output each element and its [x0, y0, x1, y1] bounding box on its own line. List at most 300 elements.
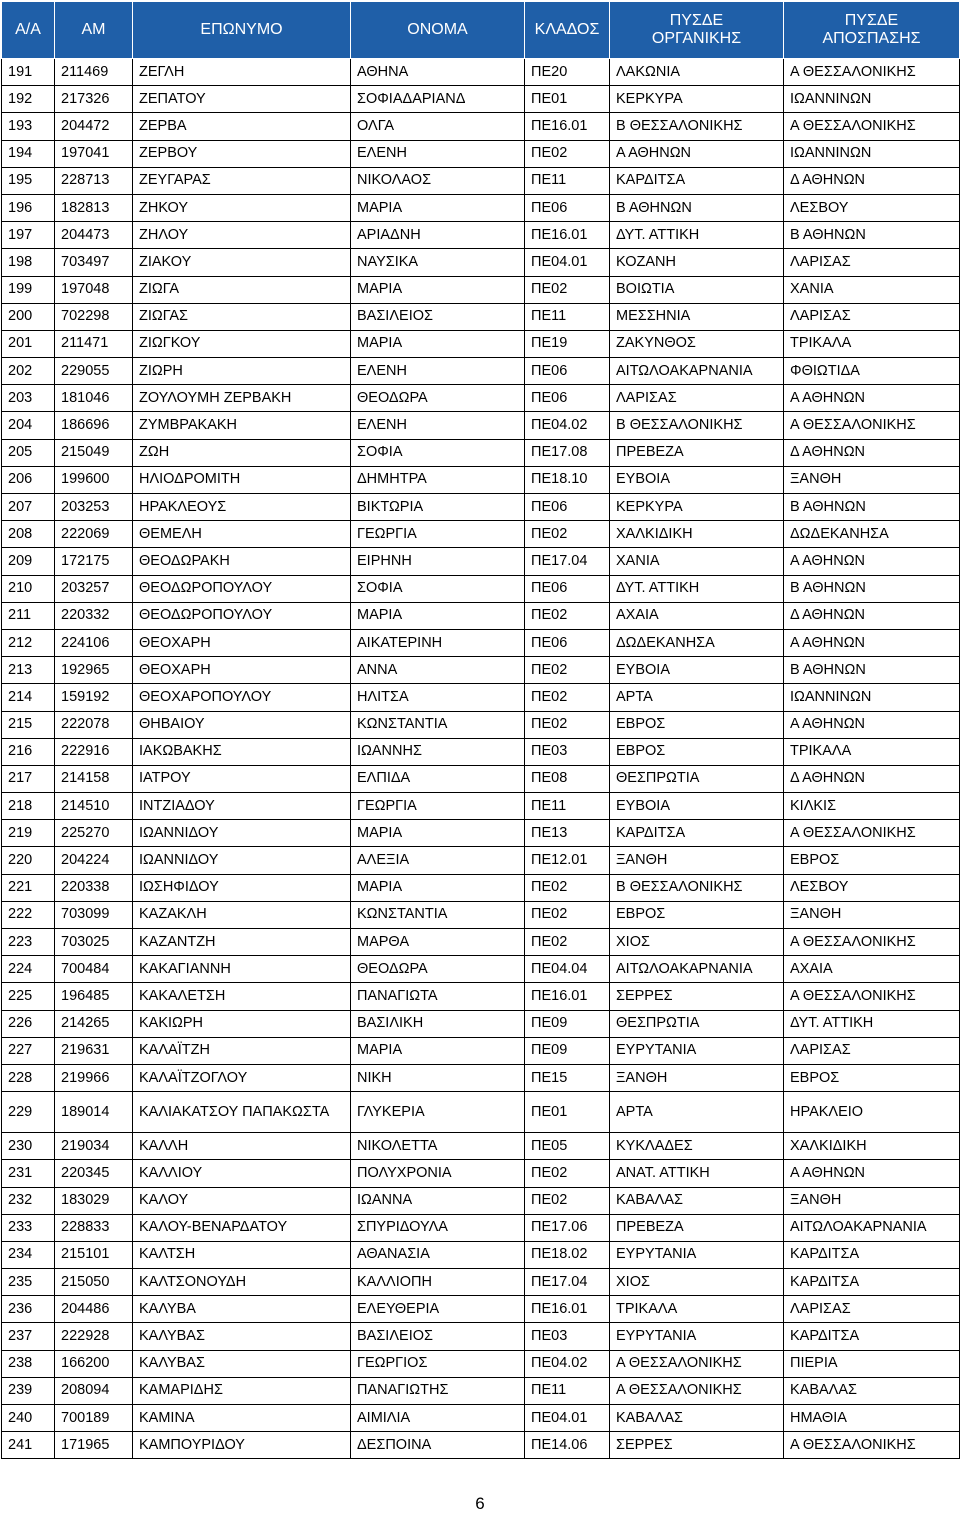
- cell-aa: 241: [2, 1432, 55, 1459]
- table-row: [2, 684, 960, 711]
- cell-am: 171965: [55, 1432, 133, 1459]
- cell-am: 203253: [55, 494, 133, 521]
- cell-pysde-secondment: Β ΑΘΗΝΩΝ: [784, 657, 960, 684]
- cell-specialty: ΠΕ02: [525, 602, 610, 629]
- cell-aa: 223: [2, 929, 55, 956]
- cell-specialty: ΠΕ11: [525, 167, 610, 194]
- cell-am: 215049: [55, 439, 133, 466]
- cell-specialty: ΠΕ02: [525, 657, 610, 684]
- cell-name: ΗΛΙΤΣΑ: [351, 684, 525, 711]
- cell-pysde-secondment: Β ΑΘΗΝΩΝ: [784, 575, 960, 602]
- cell-specialty: ΠΕ02: [525, 1187, 610, 1214]
- cell-name: ΝΙΚΟΛΑΟΣ: [351, 167, 525, 194]
- cell-pysde-secondment: ΕΒΡΟΣ: [784, 1064, 960, 1091]
- cell-pysde-organic: ΕΒΡΟΣ: [610, 711, 784, 738]
- cell-surname: ΘΕΟΧΑΡΟΠΟΥΛΟΥ: [133, 684, 351, 711]
- cell-pysde-secondment: ΕΒΡΟΣ: [784, 847, 960, 874]
- table-row: [2, 738, 960, 765]
- cell-name: ΔΗΜΗΤΡΑ: [351, 466, 525, 493]
- cell-surname: ΘΕΟΧΑΡΗ: [133, 657, 351, 684]
- cell-am: 181046: [55, 385, 133, 412]
- cell-name: ΣΠΥΡΙΔΟΥΛΑ: [351, 1214, 525, 1241]
- cell-am: 700189: [55, 1405, 133, 1432]
- cell-pysde-organic: ΣΕΡΡΕΣ: [610, 1432, 784, 1459]
- cell-specialty: ΠΕ02: [525, 929, 610, 956]
- cell-name: ΒΑΣΙΛΕΙΟΣ: [351, 1323, 525, 1350]
- cell-specialty: ΠΕ02: [525, 521, 610, 548]
- col-header-pysde-organic-line2: ΟΡΓΑΝΙΚΗΣ: [651, 30, 742, 47]
- col-header-name: ΟΝΟΜΑ: [351, 2, 525, 59]
- cell-pysde-secondment: ΗΜΑΘΙΑ: [784, 1405, 960, 1432]
- cell-am: 225270: [55, 820, 133, 847]
- cell-am: 222928: [55, 1323, 133, 1350]
- cell-am: 182813: [55, 194, 133, 221]
- cell-pysde-organic: ΚΑΡΔΙΤΣΑ: [610, 167, 784, 194]
- cell-pysde-organic: ΕΥΒΟΙΑ: [610, 793, 784, 820]
- cell-specialty: ΠΕ04.01: [525, 249, 610, 276]
- cell-pysde-secondment: Α ΘΕΣΣΑΛΟΝΙΚΗΣ: [784, 929, 960, 956]
- cell-am: 220338: [55, 874, 133, 901]
- cell-pysde-organic: Α ΑΘΗΝΩΝ: [610, 140, 784, 167]
- cell-aa: 205: [2, 439, 55, 466]
- cell-specialty: ΠΕ02: [525, 276, 610, 303]
- cell-pysde-organic: ΕΥΒΟΙΑ: [610, 466, 784, 493]
- cell-specialty: ΠΕ02: [525, 874, 610, 901]
- table-row: [2, 140, 960, 167]
- cell-surname: ΘΗΒΑΙΟΥ: [133, 711, 351, 738]
- cell-am: 215101: [55, 1241, 133, 1268]
- cell-surname: ΚΑΛΤΣΟΝΟΥΔΗ: [133, 1269, 351, 1296]
- cell-pysde-organic: ΘΕΣΠΡΩΤΙΑ: [610, 1010, 784, 1037]
- table-row: [2, 1377, 960, 1404]
- cell-pysde-organic: ΚΑΡΔΙΤΣΑ: [610, 820, 784, 847]
- cell-pysde-organic: ΑΝΑΤ. ΑΤΤΙΚΗ: [610, 1160, 784, 1187]
- cell-specialty: ΠΕ15: [525, 1064, 610, 1091]
- cell-surname: ΚΑΛΛΙΟΥ: [133, 1160, 351, 1187]
- cell-am: 204224: [55, 847, 133, 874]
- cell-aa: 226: [2, 1010, 55, 1037]
- cell-aa: 203: [2, 385, 55, 412]
- cell-pysde-secondment: ΛΑΡΙΣΑΣ: [784, 1296, 960, 1323]
- cell-surname: ΚΑΛΑΪΤΖΗ: [133, 1037, 351, 1064]
- cell-pysde-organic: ΛΑΡΙΣΑΣ: [610, 385, 784, 412]
- cell-surname: ΖΙΩΓΑ: [133, 276, 351, 303]
- cell-aa: 194: [2, 140, 55, 167]
- cell-pysde-secondment: Α ΘΕΣΣΑΛΟΝΙΚΗΣ: [784, 59, 960, 86]
- cell-aa: 212: [2, 629, 55, 656]
- cell-pysde-secondment: ΑΧΑΙΑ: [784, 956, 960, 983]
- cell-surname: ΘΕΟΧΑΡΗ: [133, 629, 351, 656]
- table-row: [2, 521, 960, 548]
- cell-name: ΜΑΡΙΑ: [351, 194, 525, 221]
- cell-name: ΚΩΝΣΤΑΝΤΙΑ: [351, 711, 525, 738]
- table-row: [2, 466, 960, 493]
- cell-pysde-secondment: ΙΩΑΝΝΙΝΩΝ: [784, 140, 960, 167]
- cell-surname: ΖΕΡΒΟΥ: [133, 140, 351, 167]
- table-row: [2, 276, 960, 303]
- cell-pysde-organic: ΔΥΤ. ΑΤΤΙΚΗ: [610, 575, 784, 602]
- cell-am: 204486: [55, 1296, 133, 1323]
- cell-surname: ΘΕΟΔΩΡΟΠΟΥΛΟΥ: [133, 575, 351, 602]
- cell-aa: 224: [2, 956, 55, 983]
- cell-pysde-organic: Β ΘΕΣΣΑΛΟΝΙΚΗΣ: [610, 412, 784, 439]
- table-row: [2, 1432, 960, 1459]
- cell-pysde-organic: ΧΑΛΚΙΔΙΚΗ: [610, 521, 784, 548]
- cell-surname: ΚΑΛΛΗ: [133, 1133, 351, 1160]
- table-row: [2, 1214, 960, 1241]
- cell-surname: ΗΛΙΟΔΡΟΜΙΤΗ: [133, 466, 351, 493]
- cell-pysde-secondment: ΦΘΙΩΤΙΔΑ: [784, 358, 960, 385]
- cell-aa: 198: [2, 249, 55, 276]
- cell-name: ΕΛΕΝΗ: [351, 358, 525, 385]
- cell-name: ΣΟΦΙΑ: [351, 439, 525, 466]
- cell-am: 219631: [55, 1037, 133, 1064]
- col-header-specialty: ΚΛΑΔΟΣ: [525, 2, 610, 59]
- cell-surname: ΙΩΑΝΝΙΔΟΥ: [133, 847, 351, 874]
- cell-aa: 239: [2, 1377, 55, 1404]
- cell-pysde-secondment: Α ΘΕΣΣΑΛΟΝΙΚΗΣ: [784, 983, 960, 1010]
- cell-pysde-secondment: ΚΙΛΚΙΣ: [784, 793, 960, 820]
- cell-am: 196485: [55, 983, 133, 1010]
- table-row: [2, 847, 960, 874]
- cell-pysde-secondment: ΔΥΤ. ΑΤΤΙΚΗ: [784, 1010, 960, 1037]
- table-row: [2, 983, 960, 1010]
- table-row: [2, 793, 960, 820]
- cell-aa: 196: [2, 194, 55, 221]
- table-row: [2, 222, 960, 249]
- cell-am: 197041: [55, 140, 133, 167]
- table-header: [2, 2, 960, 59]
- cell-name: ΟΛΓΑ: [351, 113, 525, 140]
- cell-specialty: ΠΕ09: [525, 1037, 610, 1064]
- cell-name: ΜΑΡΙΑ: [351, 602, 525, 629]
- table-row: [2, 956, 960, 983]
- cell-pysde-secondment: ΙΩΑΝΝΙΝΩΝ: [784, 684, 960, 711]
- cell-name: ΔΕΣΠΟΙΝΑ: [351, 1432, 525, 1459]
- cell-aa: 234: [2, 1241, 55, 1268]
- cell-aa: 193: [2, 113, 55, 140]
- cell-name: ΕΛΠΙΔΑ: [351, 765, 525, 792]
- cell-pysde-secondment: ΚΑΡΔΙΤΣΑ: [784, 1241, 960, 1268]
- cell-pysde-organic: ΔΩΔΕΚΑΝΗΣΑ: [610, 629, 784, 656]
- cell-am: 211469: [55, 59, 133, 86]
- table-row: [2, 548, 960, 575]
- col-header-pysde-organic: [610, 2, 784, 59]
- cell-name: ΓΕΩΡΓΙΟΣ: [351, 1350, 525, 1377]
- cell-specialty: ΠΕ18.10: [525, 466, 610, 493]
- cell-pysde-secondment: ΚΑΡΔΙΤΣΑ: [784, 1323, 960, 1350]
- cell-surname: ΙΩΑΝΝΙΔΟΥ: [133, 820, 351, 847]
- cell-surname: ΖΙΩΓΑΣ: [133, 303, 351, 330]
- cell-pysde-organic: Β ΘΕΣΣΑΛΟΝΙΚΗΣ: [610, 874, 784, 901]
- cell-pysde-secondment: ΤΡΙΚΑΛΑ: [784, 738, 960, 765]
- cell-am: 203257: [55, 575, 133, 602]
- cell-pysde-organic: ΚΥΚΛΑΔΕΣ: [610, 1133, 784, 1160]
- table-row: [2, 113, 960, 140]
- header-row: [2, 2, 960, 59]
- cell-name: ΙΩΑΝΝΗΣ: [351, 738, 525, 765]
- cell-pysde-secondment: Α ΘΕΣΣΑΛΟΝΙΚΗΣ: [784, 412, 960, 439]
- cell-specialty: ΠΕ04.04: [525, 956, 610, 983]
- cell-am: 214510: [55, 793, 133, 820]
- cell-aa: 232: [2, 1187, 55, 1214]
- cell-surname: ΙΑΚΩΒΑΚΗΣ: [133, 738, 351, 765]
- table-row: [2, 167, 960, 194]
- cell-pysde-organic: ΖΑΚΥΝΘΟΣ: [610, 330, 784, 357]
- cell-pysde-secondment: Α ΘΕΣΣΑΛΟΝΙΚΗΣ: [784, 820, 960, 847]
- cell-am: 222069: [55, 521, 133, 548]
- table-row: [2, 1187, 960, 1214]
- cell-name: ΝΑΥΣΙΚΑ: [351, 249, 525, 276]
- cell-pysde-secondment: Α ΑΘΗΝΩΝ: [784, 629, 960, 656]
- cell-pysde-secondment: Δ ΑΘΗΝΩΝ: [784, 602, 960, 629]
- cell-specialty: ΠΕ13: [525, 820, 610, 847]
- cell-aa: 220: [2, 847, 55, 874]
- table-row: [2, 575, 960, 602]
- table-row: [2, 358, 960, 385]
- cell-am: 700484: [55, 956, 133, 983]
- cell-surname: ΖΗΚΟΥ: [133, 194, 351, 221]
- cell-am: 186696: [55, 412, 133, 439]
- cell-surname: ΖΙΑΚΟΥ: [133, 249, 351, 276]
- cell-pysde-secondment: ΚΑΡΔΙΤΣΑ: [784, 1269, 960, 1296]
- table-row: [2, 385, 960, 412]
- cell-name: ΝΙΚΟΛΕΤΤΑ: [351, 1133, 525, 1160]
- cell-pysde-secondment: ΛΕΣΒΟΥ: [784, 874, 960, 901]
- table-row: [2, 874, 960, 901]
- cell-name: ΑΙΜΙΛΙΑ: [351, 1405, 525, 1432]
- cell-specialty: ΠΕ18.02: [525, 1241, 610, 1268]
- cell-am: 219034: [55, 1133, 133, 1160]
- table-row: [2, 412, 960, 439]
- cell-am: 166200: [55, 1350, 133, 1377]
- cell-pysde-organic: Α ΘΕΣΣΑΛΟΝΙΚΗΣ: [610, 1350, 784, 1377]
- cell-specialty: ΠΕ02: [525, 901, 610, 928]
- cell-pysde-secondment: ΗΡΑΚΛΕΙΟ: [784, 1092, 960, 1133]
- cell-surname: ΙΩΣΗΦΙΔΟΥ: [133, 874, 351, 901]
- cell-aa: 217: [2, 765, 55, 792]
- cell-pysde-organic: ΚΟΖΑΝΗ: [610, 249, 784, 276]
- cell-specialty: ΠΕ01: [525, 86, 610, 113]
- cell-am: 217326: [55, 86, 133, 113]
- cell-aa: 214: [2, 684, 55, 711]
- table-row: [2, 1405, 960, 1432]
- table-row: [2, 1037, 960, 1064]
- cell-pysde-secondment: Α ΑΘΗΝΩΝ: [784, 711, 960, 738]
- cell-surname: ΗΡΑΚΛΕΟΥΣ: [133, 494, 351, 521]
- cell-aa: 228: [2, 1064, 55, 1091]
- cell-surname: ΖΥΜΒΡΑΚΑΚΗ: [133, 412, 351, 439]
- cell-name: ΠΟΛΥΧΡΟΝΙΑ: [351, 1160, 525, 1187]
- table-row: [2, 1133, 960, 1160]
- cell-name: ΕΛΕΝΗ: [351, 412, 525, 439]
- cell-am: 703497: [55, 249, 133, 276]
- cell-pysde-organic: ΚΕΡΚΥΡΑ: [610, 86, 784, 113]
- col-header-pysde-secondment-line2: ΑΠΟΣΠΑΣΗΣ: [822, 30, 921, 47]
- col-header-pysde-secondment-line1: ΠΥΣΔΕ: [844, 12, 899, 29]
- cell-pysde-organic: ΠΡΕΒΕΖΑ: [610, 439, 784, 466]
- cell-pysde-organic: ΑΡΤΑ: [610, 1092, 784, 1133]
- cell-name: ΘΕΟΔΩΡΑ: [351, 385, 525, 412]
- cell-pysde-secondment: Α ΑΘΗΝΩΝ: [784, 548, 960, 575]
- cell-specialty: ΠΕ12.01: [525, 847, 610, 874]
- cell-name: ΑΛΕΞΙΑ: [351, 847, 525, 874]
- cell-am: 219966: [55, 1064, 133, 1091]
- cell-name: ΠΑΝΑΓΙΩΤΑ: [351, 983, 525, 1010]
- cell-pysde-secondment: Α ΑΘΗΝΩΝ: [784, 1160, 960, 1187]
- cell-aa: 218: [2, 793, 55, 820]
- cell-am: 220332: [55, 602, 133, 629]
- cell-name: ΙΩΑΝΝΑ: [351, 1187, 525, 1214]
- cell-specialty: ΠΕ03: [525, 1323, 610, 1350]
- cell-am: 208094: [55, 1377, 133, 1404]
- cell-pysde-organic: ΕΥΡΥΤΑΝΙΑ: [610, 1037, 784, 1064]
- col-header-am: ΑΜ: [55, 2, 133, 59]
- table-row: [2, 1296, 960, 1323]
- cell-surname: ΚΑΚΑΛΕΤΣΗ: [133, 983, 351, 1010]
- cell-specialty: ΠΕ02: [525, 140, 610, 167]
- col-header-pysde-organic-line1: ΠΥΣΔΕ: [669, 12, 724, 29]
- cell-surname: ΚΑΛΥΒΑ: [133, 1296, 351, 1323]
- cell-specialty: ΠΕ11: [525, 793, 610, 820]
- cell-surname: ΚΑΚΙΩΡΗ: [133, 1010, 351, 1037]
- cell-surname: ΚΑΜΠΟΥΡΙΔΟΥ: [133, 1432, 351, 1459]
- table-row: [2, 765, 960, 792]
- cell-surname: ΚΑΛΟΥ-ΒΕΝΑΡΔΑΤΟΥ: [133, 1214, 351, 1241]
- cell-specialty: ΠΕ02: [525, 684, 610, 711]
- cell-am: 702298: [55, 303, 133, 330]
- cell-pysde-organic: ΔΥΤ. ΑΤΤΙΚΗ: [610, 222, 784, 249]
- cell-name: ΕΙΡΗΝΗ: [351, 548, 525, 575]
- cell-pysde-secondment: ΔΩΔΕΚΑΝΗΣΑ: [784, 521, 960, 548]
- cell-am: 159192: [55, 684, 133, 711]
- cell-pysde-secondment: ΙΩΑΝΝΙΝΩΝ: [784, 86, 960, 113]
- cell-pysde-organic: ΕΥΡΥΤΑΝΙΑ: [610, 1323, 784, 1350]
- cell-aa: 227: [2, 1037, 55, 1064]
- cell-specialty: ΠΕ17.04: [525, 548, 610, 575]
- cell-aa: 206: [2, 466, 55, 493]
- cell-specialty: ΠΕ04.01: [525, 1405, 610, 1432]
- cell-pysde-secondment: ΧΑΝΙΑ: [784, 276, 960, 303]
- cell-pysde-organic: ΑΙΤΩΛΟΑΚΑΡΝΑΝΙΑ: [610, 956, 784, 983]
- cell-pysde-secondment: ΛΕΣΒΟΥ: [784, 194, 960, 221]
- cell-name: ΓΕΩΡΓΙΑ: [351, 521, 525, 548]
- cell-specialty: ΠΕ17.08: [525, 439, 610, 466]
- cell-name: ΜΑΡΙΑ: [351, 874, 525, 901]
- table-row: [2, 1241, 960, 1268]
- cell-aa: 195: [2, 167, 55, 194]
- cell-pysde-secondment: Δ ΑΘΗΝΩΝ: [784, 167, 960, 194]
- cell-pysde-secondment: ΧΑΛΚΙΔΙΚΗ: [784, 1133, 960, 1160]
- cell-pysde-organic: ΜΕΣΣΗΝΙΑ: [610, 303, 784, 330]
- cell-surname: ΖΕΡΒΑ: [133, 113, 351, 140]
- cell-pysde-secondment: ΞΑΝΘΗ: [784, 1187, 960, 1214]
- cell-specialty: ΠΕ16.01: [525, 222, 610, 249]
- cell-am: 204472: [55, 113, 133, 140]
- cell-specialty: ΠΕ04.02: [525, 412, 610, 439]
- cell-am: 214265: [55, 1010, 133, 1037]
- cell-pysde-organic: ΑΙΤΩΛΟΑΚΑΡΝΑΝΙΑ: [610, 358, 784, 385]
- cell-aa: 210: [2, 575, 55, 602]
- cell-name: ΜΑΡΙΑ: [351, 820, 525, 847]
- cell-surname: ΚΑΜΑΡΙΔΗΣ: [133, 1377, 351, 1404]
- cell-aa: 200: [2, 303, 55, 330]
- cell-name: ΜΑΡΙΑ: [351, 1037, 525, 1064]
- cell-aa: 230: [2, 1133, 55, 1160]
- cell-specialty: ΠΕ19: [525, 330, 610, 357]
- cell-specialty: ΠΕ20: [525, 59, 610, 86]
- cell-name: ΠΑΝΑΓΙΩΤΗΣ: [351, 1377, 525, 1404]
- cell-name: ΑΘΗΝΑ: [351, 59, 525, 86]
- cell-pysde-organic: ΚΑΒΑΛΑΣ: [610, 1405, 784, 1432]
- cell-surname: ΖΙΩΡΗ: [133, 358, 351, 385]
- cell-aa: 211: [2, 602, 55, 629]
- col-header-aa: Α/Α: [2, 2, 55, 59]
- cell-name: ΓΛΥΚΕΡΙΑ: [351, 1092, 525, 1133]
- cell-surname: ΚΑΛΑΪΤΖΟΓΛΟΥ: [133, 1064, 351, 1091]
- cell-aa: 209: [2, 548, 55, 575]
- table-row: [2, 86, 960, 113]
- cell-specialty: ΠΕ01: [525, 1092, 610, 1133]
- cell-pysde-organic: ΣΕΡΡΕΣ: [610, 983, 784, 1010]
- cell-specialty: ΠΕ06: [525, 194, 610, 221]
- cell-am: 192965: [55, 657, 133, 684]
- cell-am: 204473: [55, 222, 133, 249]
- table-row: [2, 59, 960, 86]
- cell-surname: ΚΑΖΑΝΤΖΗ: [133, 929, 351, 956]
- table-row: [2, 901, 960, 928]
- cell-pysde-organic: ΚΑΒΑΛΑΣ: [610, 1187, 784, 1214]
- cell-surname: ΖΕΠΑΤΟΥ: [133, 86, 351, 113]
- cell-aa: 231: [2, 1160, 55, 1187]
- cell-name: ΚΑΛΛΙΟΠΗ: [351, 1269, 525, 1296]
- cell-name: ΑΘΑΝΑΣΙΑ: [351, 1241, 525, 1268]
- table-row: [2, 711, 960, 738]
- cell-pysde-organic: ΠΡΕΒΕΖΑ: [610, 1214, 784, 1241]
- cell-surname: ΘΕΟΔΩΡΑΚΗ: [133, 548, 351, 575]
- cell-surname: ΙΑΤΡΟΥ: [133, 765, 351, 792]
- cell-pysde-secondment: Β ΑΘΗΝΩΝ: [784, 494, 960, 521]
- table-row: [2, 820, 960, 847]
- cell-pysde-secondment: Α ΘΕΣΣΑΛΟΝΙΚΗΣ: [784, 1432, 960, 1459]
- cell-specialty: ΠΕ16.01: [525, 983, 610, 1010]
- cell-pysde-secondment: ΞΑΝΘΗ: [784, 901, 960, 928]
- table-row: [2, 303, 960, 330]
- cell-specialty: ΠΕ06: [525, 494, 610, 521]
- cell-pysde-secondment: ΤΡΙΚΑΛΑ: [784, 330, 960, 357]
- table-row: [2, 1269, 960, 1296]
- cell-pysde-organic: Β ΘΕΣΣΑΛΟΝΙΚΗΣ: [610, 113, 784, 140]
- cell-surname: ΚΑΚΑΓΙΑΝΝΗ: [133, 956, 351, 983]
- cell-specialty: ΠΕ04.02: [525, 1350, 610, 1377]
- cell-pysde-secondment: ΠΙΕΡΙΑ: [784, 1350, 960, 1377]
- cell-name: ΜΑΡΙΑ: [351, 330, 525, 357]
- cell-aa: 238: [2, 1350, 55, 1377]
- cell-specialty: ΠΕ09: [525, 1010, 610, 1037]
- cell-surname: ΖΕΓΛΗ: [133, 59, 351, 86]
- cell-aa: 207: [2, 494, 55, 521]
- cell-am: 172175: [55, 548, 133, 575]
- cell-pysde-organic: ΑΡΤΑ: [610, 684, 784, 711]
- cell-surname: ΚΑΛΥΒΑΣ: [133, 1323, 351, 1350]
- table-body: [2, 59, 960, 1459]
- cell-pysde-organic: ΞΑΝΘΗ: [610, 847, 784, 874]
- cell-pysde-organic: ΒΟΙΩΤΙΑ: [610, 276, 784, 303]
- table-row: [2, 1064, 960, 1091]
- cell-aa: 191: [2, 59, 55, 86]
- cell-am: 224106: [55, 629, 133, 656]
- table-row: [2, 1160, 960, 1187]
